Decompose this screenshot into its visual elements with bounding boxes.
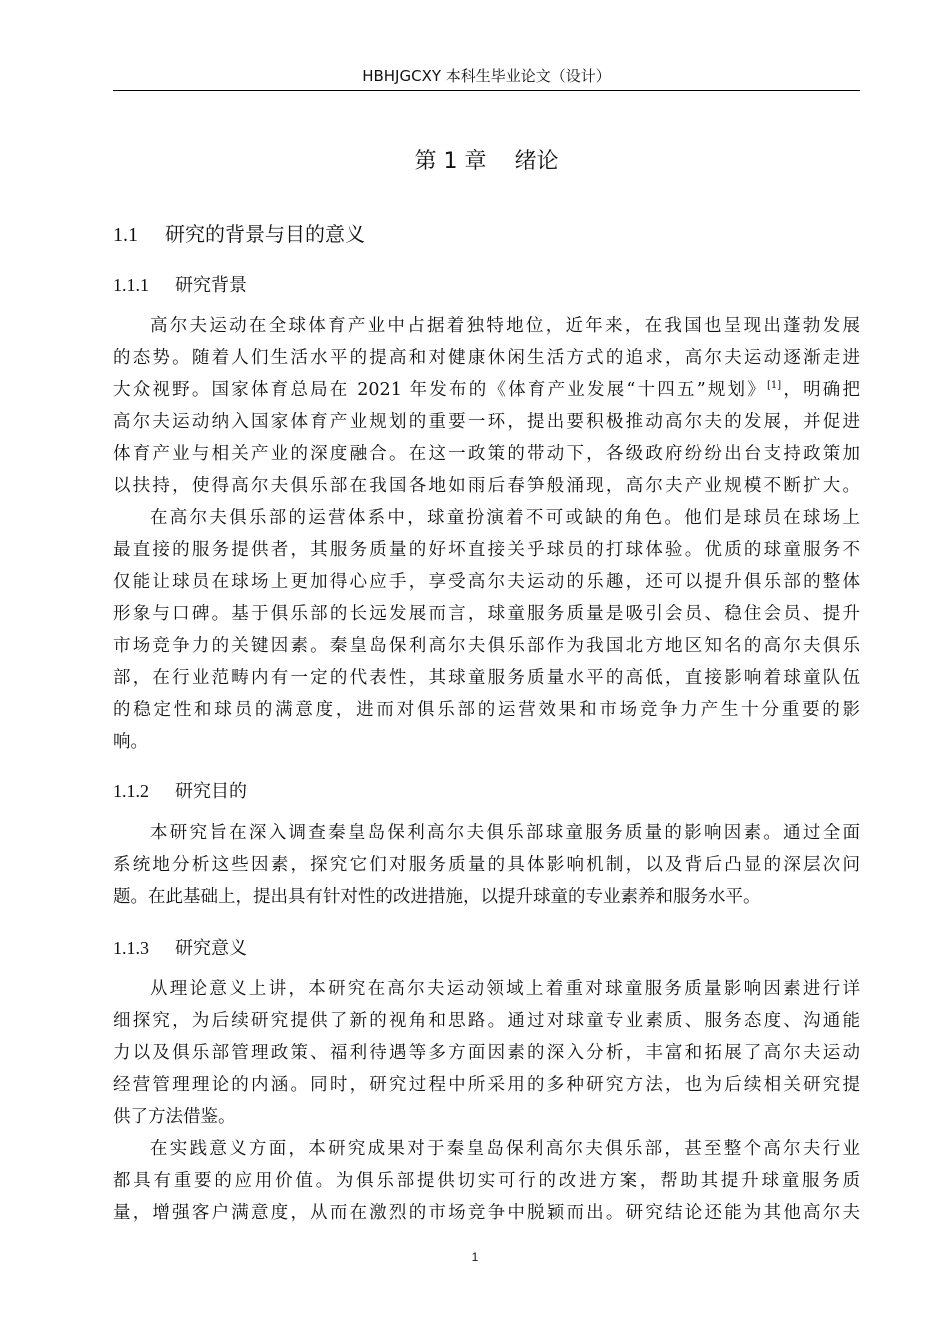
- header-divider: [113, 90, 860, 91]
- text-line: 体育产业与相关产业的深度融合。在这一政策的带动下，各级政府纷纷出台支持政策加: [113, 444, 860, 464]
- text-line-part: ，明确把: [781, 380, 860, 400]
- text-line: 的态势。随着人们生活水平的提高和对健康休闲生活方式的追求，高尔夫运动逐渐走进: [113, 348, 860, 368]
- page-header: HBHJGCXY 本科生毕业论文（设计）: [362, 67, 611, 85]
- text-line: 细探究，为后续研究提供了新的视角和思路。通过对球童专业素质、服务态度、沟通能: [113, 1011, 860, 1031]
- text-line: 在高尔夫俱乐部的运营体系中，球童扮演着不可或缺的角色。他们是球员在球场上: [150, 508, 860, 528]
- text-line: 部，在行业范畴内有一定的代表性，其球童服务质量水平的高低，直接影响着球童队伍: [113, 668, 860, 688]
- text-line: [113, 374, 860, 406]
- text-line-part: 大众视野。国家体育总局在 2021 年发布的《体育产业发展“十四五”规划》: [113, 380, 767, 400]
- subsection-number: 1.1.2: [113, 781, 149, 801]
- text-line: 高尔夫运动纳入国家体育产业规划的重要一环，提出要积极推动高尔夫的发展，并促进: [113, 412, 860, 432]
- subsection-title: 研究目的: [175, 781, 247, 802]
- text-line: 的稳定性和球员的满意度，进而对俱乐部的运营效果和市场竞争力产生十分重要的影: [113, 700, 860, 720]
- section-title: 研究的背景与目的意义: [165, 222, 365, 246]
- text-line: 仅能让球员在球场上更加得心应手，享受高尔夫运动的乐趣，还可以提升俱乐部的整体: [113, 572, 860, 592]
- text-line: 系统地分析这些因素，探究它们对服务质量的具体影响机制，以及背后凸显的深层次问: [113, 855, 860, 875]
- chapter-title: 第 1 章 绪论: [414, 149, 559, 174]
- text-line: 高尔夫运动在全球体育产业中占据着独特地位，近年来，在我国也呈现出蓬勃发展: [150, 316, 860, 336]
- subsection-title: 研究意义: [175, 938, 247, 959]
- paragraph-background-2: [113, 502, 860, 758]
- text-line: 本研究旨在深入调查秦皇岛保利高尔夫俱乐部球童服务质量的影响因素。通过全面: [150, 823, 860, 843]
- text-line: 以扶持，使得高尔夫俱乐部在我国各地如雨后春笋般涌现，高尔夫产业规模不断扩大。: [113, 476, 860, 496]
- paragraph-significance-1: [113, 973, 860, 1133]
- text-line: 都具有重要的应用价值。为俱乐部提供切实可行的改进方案，帮助其提升球童服务质: [113, 1171, 860, 1191]
- paragraph-background-1: [113, 310, 860, 502]
- text-line: 在实践意义方面，本研究成果对于秦皇岛保利高尔夫俱乐部，甚至整个高尔夫行业: [150, 1139, 860, 1159]
- paragraph-significance-2: [113, 1133, 860, 1229]
- text-line: 响。: [113, 732, 148, 752]
- paragraph-purpose: [113, 817, 860, 913]
- text-line: 供了方法借鉴。: [113, 1107, 236, 1127]
- subsection-heading-1-1-2: [113, 778, 247, 805]
- text-line: 从理论意义上讲，本研究在高尔夫运动领域上着重对球童服务质量影响因素进行详: [150, 979, 860, 999]
- citation-marker: [1]: [766, 380, 782, 391]
- text-line: 经营管理理论的内涵。同时，研究过程中所采用的多种研究方法，也为后续相关研究提: [113, 1075, 860, 1095]
- section-number: 1.1: [113, 224, 138, 246]
- subsection-number: 1.1.1: [113, 275, 149, 295]
- text-line: 力以及俱乐部管理政策、福利待遇等多方面因素的深入分析，丰富和拓展了高尔夫运动: [113, 1043, 860, 1063]
- text-line: 形象与口碑。基于俱乐部的长远发展而言，球童服务质量是吸引会员、稳住会员、提升: [113, 604, 860, 624]
- subsection-number: 1.1.3: [113, 938, 149, 958]
- text-line: 量，增强客户满意度，从而在激烈的市场竞争中脱颖而出。研究结论还能为其他高尔夫: [113, 1203, 860, 1223]
- subsection-heading-1-1-1: [113, 272, 247, 299]
- subsection-title: 研究背景: [175, 275, 247, 296]
- text-line: 最直接的服务提供者，其服务质量的好坏直接关乎球员的打球体验。优质的球童服务不: [113, 540, 860, 560]
- subsection-heading-1-1-3: [113, 935, 247, 962]
- page-number: 1: [471, 1250, 479, 1264]
- section-heading-1-1: [113, 220, 365, 249]
- text-line: 市场竞争力的关键因素。秦皇岛保利高尔夫俱乐部作为我国北方地区知名的高尔夫俱乐: [113, 636, 860, 656]
- text-line: 题。在此基础上，提出具有针对性的改进措施，以提升球童的专业素养和服务水平。: [113, 887, 761, 907]
